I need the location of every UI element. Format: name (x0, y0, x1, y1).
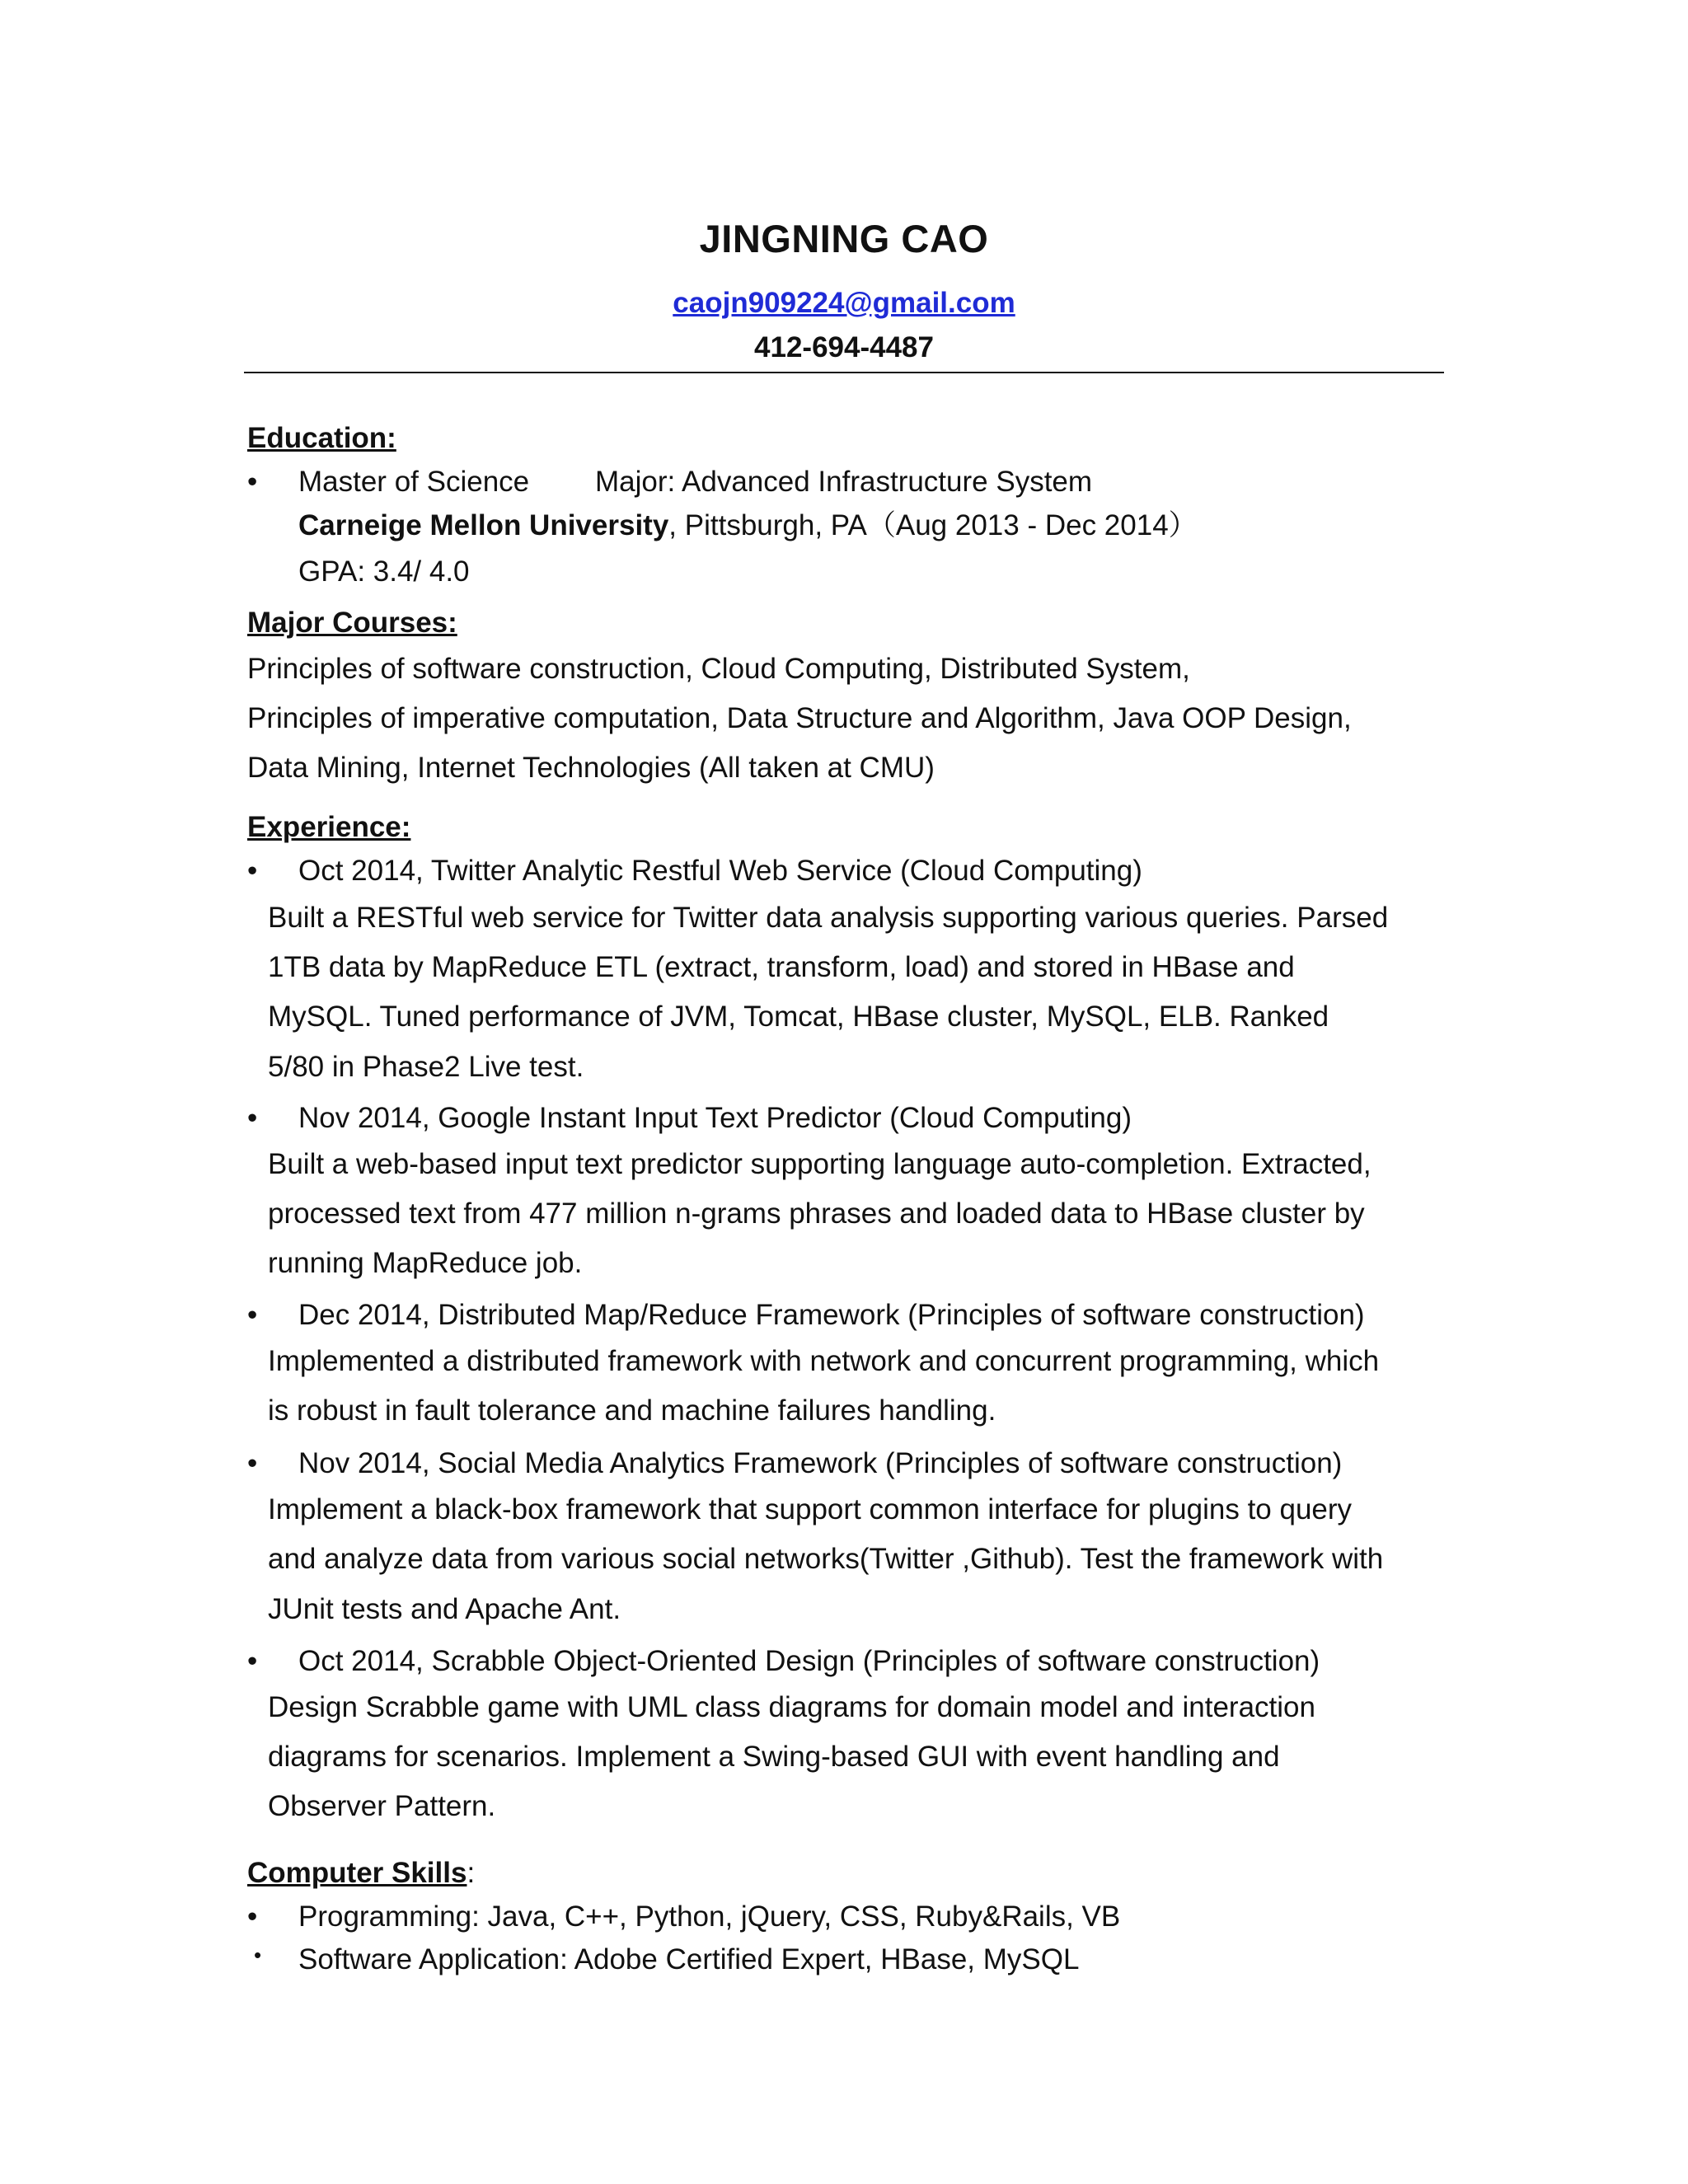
bullet-icon: • (254, 1943, 262, 1967)
bullet-icon: • (247, 1645, 258, 1677)
bullet-icon: • (247, 1102, 258, 1134)
education-degree: Master of Science (298, 466, 530, 498)
experience-description: Built a RESTful web service for Twitter data analysis supporting various queries. Parsed (268, 902, 1389, 934)
education-university: Carneige Mellon University (298, 509, 669, 541)
education-location-dates: , Pittsburgh, PA（Aug 2013 - Dec 2014） (668, 509, 1198, 541)
courses-line: Data Mining, Internet Technologies (All taken at CMU) (247, 752, 935, 784)
experience-description: 1TB data by MapReduce ETL (extract, transform, load) and stored in HBase and (268, 951, 1295, 983)
skills-item: Software Application: Adobe Certified Expert, HBase, MySQL (298, 1943, 1080, 1975)
experience-title: Dec 2014, Distributed Map/Reduce Framework (Principles of software construction) (298, 1299, 1365, 1331)
experience-description: is robust in fault tolerance and machine failures handling. (268, 1394, 996, 1427)
experience-description: Design Scrabble game with UML class diagrams for domain model and interaction (268, 1691, 1315, 1723)
bullet-icon: • (247, 1447, 258, 1479)
candidate-name: JINGNING CAO (699, 217, 989, 260)
experience-title: Oct 2014, Scrabble Object-Oriented Design (Principles of software construction) (298, 1645, 1320, 1677)
header-divider (244, 372, 1444, 373)
skills-heading-line (247, 1856, 475, 1891)
experience-description: and analyze data from various social networks(Twitter ,Github). Test the framework with (268, 1543, 1384, 1575)
experience-title: Oct 2014, Twitter Analytic Restful Web Service (Cloud Computing) (298, 855, 1142, 887)
bullet-icon: • (247, 1299, 258, 1331)
experience-description: Observer Pattern. (268, 1790, 496, 1822)
skills-heading: Computer Skills (247, 1857, 467, 1889)
experience-title: Nov 2014, Google Instant Input Text Predictor (Cloud Computing) (298, 1102, 1132, 1134)
phone-number: 412-694-4487 (754, 331, 934, 363)
education-heading: Education: (247, 422, 396, 454)
courses-heading: Major Courses: (247, 607, 457, 639)
experience-description: processed text from 477 million n-grams phrases and loaded data to HBase cluster by (268, 1197, 1365, 1230)
bullet-icon: • (247, 466, 258, 498)
experience-description: diagrams for scenarios. Implement a Swing-based GUI with event handling and (268, 1741, 1280, 1773)
experience-description: Implemented a distributed framework with network and concurrent programming, which (268, 1345, 1380, 1377)
bullet-icon: • (247, 855, 258, 887)
skills-item: Programming: Java, C++, Python, jQuery, CSS, Ruby&Rails, VB (298, 1900, 1121, 1933)
email-line (0, 287, 1688, 320)
skills-heading-colon: : (467, 1857, 476, 1889)
experience-heading: Experience: (247, 811, 411, 843)
experience-description: running MapReduce job. (268, 1247, 583, 1279)
education-major: Major: Advanced Infrastructure System (595, 466, 1093, 498)
bullet-icon: • (247, 1900, 258, 1933)
courses-line: Principles of imperative computation, Data Structure and Algorithm, Java OOP Design, (247, 702, 1352, 734)
experience-description: 5/80 in Phase2 Live test. (268, 1051, 584, 1083)
experience-description: MySQL. Tuned performance of JVM, Tomcat, HBase cluster, MySQL, ELB. Ranked (268, 1001, 1329, 1033)
experience-description: JUnit tests and Apache Ant. (268, 1593, 621, 1625)
email-link[interactable]: caojn909224@gmail.com (673, 287, 1015, 319)
experience-description: Built a web-based input text predictor supporting language auto-completion. Extracted, (268, 1148, 1372, 1180)
experience-description: Implement a black-box framework that support common interface for plugins to query (268, 1493, 1353, 1526)
education-university-line (298, 509, 1198, 543)
education-gpa: GPA: 3.4/ 4.0 (298, 555, 470, 588)
experience-title: Nov 2014, Social Media Analytics Framework (Principles of software construction) (298, 1447, 1343, 1479)
courses-line: Principles of software construction, Cloud Computing, Distributed System, (247, 653, 1190, 685)
